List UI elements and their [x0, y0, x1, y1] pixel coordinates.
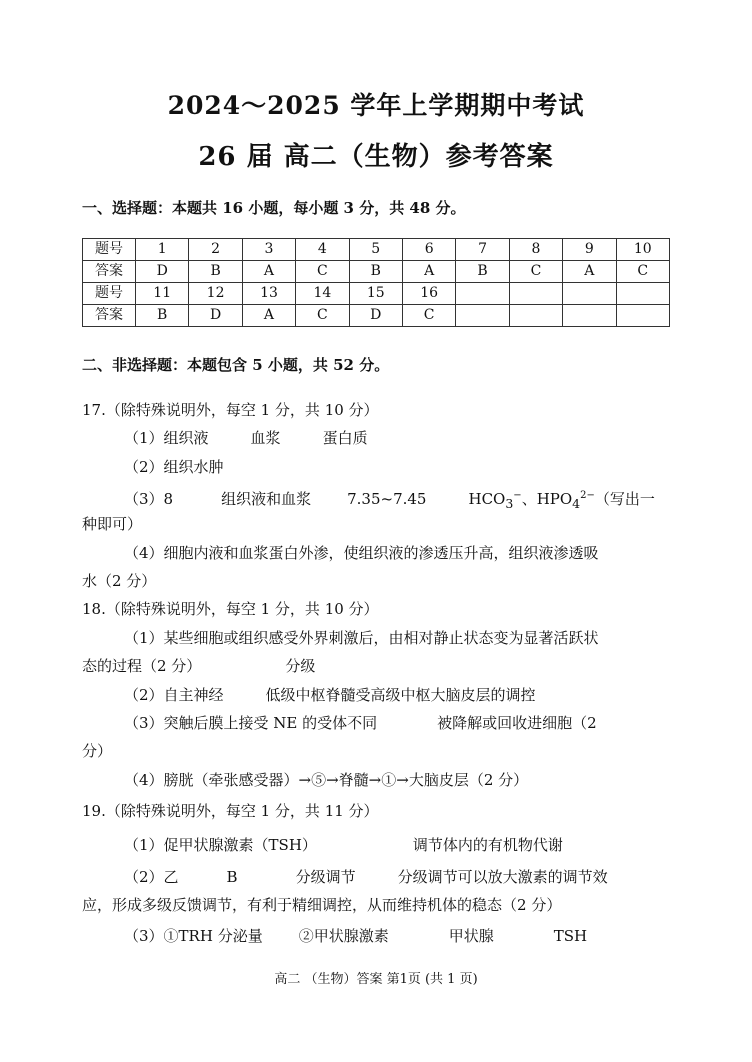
table-row [83, 305, 670, 327]
empty-cell [509, 283, 562, 305]
answer-text: 分级调节可以放大激素的调节效 [397, 868, 608, 886]
question-number: 4 [296, 239, 349, 261]
exam-title: 2024～2025 学年上学期期中考试 [167, 91, 585, 120]
answer-text: 血浆 [250, 429, 281, 447]
question-number: 6 [402, 239, 455, 261]
answer-text: B [226, 868, 238, 886]
q19-answer-2 [124, 867, 608, 887]
answer-text: （写出一 [594, 490, 655, 508]
answer-cell: B [136, 305, 189, 327]
empty-cell [456, 305, 509, 327]
question-number: 14 [296, 283, 349, 305]
answer-text: 被降解或回收进细胞（2 [437, 714, 597, 732]
q19-heading: 19.（除特殊说明外，每空 1 分，共 11 分） [82, 802, 379, 820]
q18-answer-3-cont: 分） [82, 742, 113, 760]
answer-cell: C [296, 305, 349, 327]
row-header: 题号 [83, 239, 136, 261]
q18-answer-1: （1）某些细胞或组织感受外界刺激后，由相对静止状态变为显著活跃状 [124, 629, 599, 647]
empty-cell [509, 305, 562, 327]
question-number: 8 [509, 239, 562, 261]
empty-cell [456, 283, 509, 305]
answer-text: 甲状腺 [448, 927, 494, 945]
q17-answer-2: （2）组织水肿 [124, 458, 224, 476]
question-number: 7 [456, 239, 509, 261]
answer-text: HCO [468, 490, 506, 508]
answer-text: 分级调节 [295, 868, 356, 886]
empty-cell [563, 283, 616, 305]
question-number: 11 [136, 283, 189, 305]
answer-cell: D [349, 305, 402, 327]
answer-text: （3）突触后膜上接受 NE 的受体不同 [124, 714, 378, 732]
answer-cell: C [296, 261, 349, 283]
answer-cell: A [563, 261, 616, 283]
q17-answer-3-cont: 种即可） [82, 515, 143, 533]
question-number: 9 [563, 239, 616, 261]
answer-text: 态的过程（2 分） [82, 657, 202, 675]
superscript: − [513, 490, 522, 501]
row-header: 答案 [83, 305, 136, 327]
answer-key-title: 26 届 高二（生物）参考答案 [198, 142, 554, 172]
question-number: 1 [136, 239, 189, 261]
q17-answer-1 [124, 428, 368, 448]
row-header: 题号 [83, 283, 136, 305]
q17-answer-4-cont: 水（2 分） [82, 572, 157, 590]
answer-text: （1）组织液 [124, 429, 209, 447]
q18-heading: 18.（除特殊说明外，每空 1 分，共 10 分） [82, 600, 379, 618]
subscript: 4 [572, 496, 581, 511]
row-header: 答案 [83, 261, 136, 283]
q18-answer-1-cont [82, 656, 315, 676]
answer-text: 低级中枢脊髓受高级中枢大脑皮层的调控 [265, 686, 536, 704]
section-choice-heading: 一、选择题：本题共 16 小题，每小题 3 分，共 48 分。 [82, 199, 466, 217]
answer-text: 调节体内的有机物代谢 [412, 836, 563, 854]
question-number: 13 [242, 283, 295, 305]
answer-text: （3）①TRH 分泌量 [124, 927, 263, 945]
empty-cell [616, 305, 669, 327]
page-footer: 高二 （生物）答案 第1页 (共 1 页) [274, 972, 478, 987]
q17-answer-4: （4）细胞内液和血浆蛋白外渗，使组织液的渗透压升高，组织液渗透吸 [124, 544, 599, 562]
answer-cell: B [456, 261, 509, 283]
answer-cell: D [189, 305, 242, 327]
table-row [83, 239, 670, 261]
answer-text: 分级 [285, 657, 316, 675]
answer-cell: D [136, 261, 189, 283]
q19-answer-3 [124, 926, 587, 946]
answer-text: 组织液和血浆 [221, 490, 312, 508]
answer-text: 蛋白质 [322, 429, 368, 447]
question-number: 2 [189, 239, 242, 261]
answer-cell: C [509, 261, 562, 283]
answer-text: （2）乙 [124, 868, 179, 886]
subscript: 3 [505, 496, 514, 511]
q18-answer-2 [124, 685, 536, 705]
answer-text: （2）自主神经 [124, 686, 224, 704]
q18-answer-3 [124, 713, 597, 733]
answer-cell: A [402, 261, 455, 283]
answer-cell: C [402, 305, 455, 327]
answer-text: （1）促甲状腺激素（TSH） [124, 836, 317, 854]
q17-heading: 17.（除特殊说明外，每空 1 分，共 10 分） [82, 401, 379, 419]
answer-cell: C [616, 261, 669, 283]
question-number: 3 [242, 239, 295, 261]
answer-cell: A [242, 305, 295, 327]
question-number: 5 [349, 239, 402, 261]
table-row [83, 261, 670, 283]
answer-text: 7.35~7.45 [347, 490, 427, 508]
answer-cell: A [242, 261, 295, 283]
question-number: 10 [616, 239, 669, 261]
answer-text: （3）8 [124, 490, 174, 508]
section-nonchoice-heading: 二、非选择题：本题包含 5 小题，共 52 分。 [82, 356, 390, 374]
q19-answer-1 [124, 835, 563, 855]
question-number: 12 [189, 283, 242, 305]
empty-cell [563, 305, 616, 327]
superscript: 2− [580, 490, 595, 501]
q18-answer-4: （4）膀胱（牵张感受器）→⑤→脊髓→①→大脑皮层（2 分） [124, 771, 529, 789]
answer-cell: B [349, 261, 402, 283]
q17-answer-3 [124, 486, 655, 514]
answer-text: ②甲状腺激素 [298, 927, 389, 945]
q19-answer-2-cont: 应，形成多级反馈调节，有利于精细调控，从而维持机体的稳态（2 分） [82, 896, 562, 914]
question-number: 16 [402, 283, 455, 305]
question-number: 15 [349, 283, 402, 305]
answer-cell: B [189, 261, 242, 283]
answer-text: 、HPO [521, 490, 573, 508]
answer-text: TSH [553, 927, 588, 945]
table-row [83, 283, 670, 305]
empty-cell [616, 283, 669, 305]
choice-answer-table [82, 238, 670, 327]
